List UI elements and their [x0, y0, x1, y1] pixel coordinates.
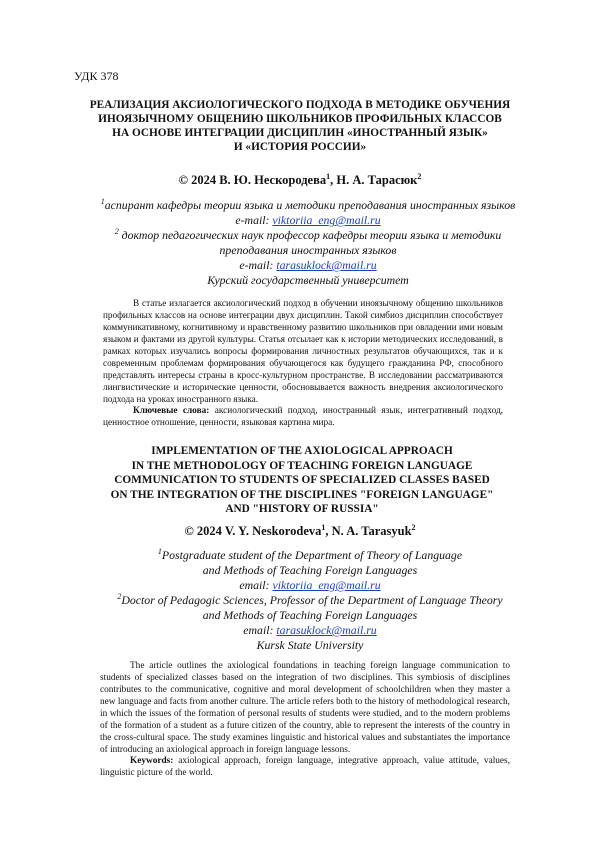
russian-keywords: [103, 405, 503, 429]
english-authors: [0, 524, 600, 539]
english-abstract: The article outlines the axiological foundations in teaching foreign language communication to students of specialized classes based on the integration of two disciplines. This symbiosis of disciplines contributes to the communicative, cognitive and moral development of schoolchildren when they master a new language and facts from another culture. The article refers both to the history of methodological research, in which the issues of the formation of personal results of students were studied, and to the modern problems of the formation of a student as a future citizen of the country, able to represent the interests of the country in the cross-cultural space. The study examines linguistic and historical values and substantiates the importance of introducing an axiological approach in foreign language lessons.: [100, 661, 510, 755]
title-line: НА ОСНОВЕ ИНТЕГРАЦИИ ДИСЦИПЛИН «ИНОСТРАННЫЙ ЯЗЫК»: [112, 127, 488, 139]
title-line: IN THE METHODOLOGY OF TEACHING FOREIGN LANGUAGE: [131, 459, 473, 472]
english-affiliations: [95, 548, 525, 653]
affiliation-2-cont: преподавания иностранных языков: [219, 243, 397, 257]
affiliation-1-cont: and Methods of Teaching Foreign Languages: [202, 563, 418, 577]
udk-code: УДК 378: [74, 69, 119, 83]
author-2-sup: 2: [411, 522, 416, 532]
author-1: © 2024 В. Ю. Нескородева: [178, 173, 327, 187]
aff1-sup: 1: [157, 547, 162, 557]
title-line: И «ИСТОРИЯ РОССИИ»: [233, 141, 367, 153]
english-title: [92, 444, 512, 517]
university: Курский государственный университет: [207, 273, 409, 287]
author-2: , Н. А. Тарасюк: [330, 173, 418, 187]
aff2-text-1: доктор педагогических наук профессор кафедры теории языка и методики: [118, 228, 502, 242]
russian-title: [62, 98, 538, 154]
affiliation-2: [88, 228, 528, 243]
aff1-text: аспирант кафедры теории языка и методики преподавания иностранных языков: [104, 198, 516, 212]
aff1-sup: 1: [100, 197, 105, 207]
email-1-link[interactable]: viktoriia_eng@mail.ru: [272, 213, 381, 227]
email-label: email:: [243, 623, 274, 637]
author-2-sup: 2: [417, 171, 422, 181]
author-1: © 2024 V. Y. Neskorodeva: [184, 524, 322, 538]
keywords-text: аксиологический подход, иностранный язык, интегративный подход, ценностное отношение, ценности, языковая картина мира.: [103, 406, 503, 428]
affiliation-2: [95, 593, 525, 608]
email-1-link[interactable]: viktoriia_eng@mail.ru: [272, 578, 381, 592]
email-1-line: [88, 213, 528, 228]
aff1-text: Postgraduate student of the Department of Theory of Language: [161, 548, 463, 562]
email-label: e-mail:: [235, 213, 270, 227]
title-line: ON THE INTEGRATION OF THE DISCIPLINES "FOREIGN LANGUAGE": [110, 488, 494, 501]
title-line: IMPLEMENTATION OF THE AXIOLOGICAL APPROACH: [151, 445, 453, 457]
aff2-text: Doctor of Pedagogic Sciences, Professor of the Department of Language Theory: [121, 593, 503, 607]
title-line: РЕАЛИЗАЦИЯ АКСИОЛОГИЧЕСКОГО ПОДХОДА В МЕТОДИКЕ ОБУЧЕНИЯ: [89, 99, 511, 111]
university: Kursk State University: [256, 638, 364, 652]
title-line: COMMUNICATION TO STUDENTS OF SPECIALIZED CLASSES BASED: [114, 474, 490, 486]
aff2-sup: 2: [114, 227, 119, 237]
email-2-line: [88, 258, 528, 273]
email-label: e-mail:: [239, 258, 274, 272]
aff2-sup: 2: [117, 592, 122, 602]
russian-authors: [0, 173, 600, 188]
author-2: , N. A. Tarasyuk: [325, 524, 412, 538]
russian-abstract: В статье излагается аксиологический подход в обучении иноязычному общению школьников профильных классов на основе интеграции двух дисциплин. Такой симбиоз дисциплин способствует коммуникативному, когнитивному и нравственному развитию школьников при овладении ими новым языком и фактами из другой культуры. Статья отсылает как к истории методических исследований, в рамках которых изучались вопросы формирования личностных результатов обучающихся, так и к современным проблемам формирования обучающегося как будущего гражданина РФ, способного представлять интересы страны в кросс-культурном пространстве. В исследовании рассматриваются лингвистические и исторические ценности, обосновывается важность внедрения аксиологического подхода на уроках иностранного языка.: [103, 298, 503, 404]
author-1-sup: 1: [321, 522, 326, 532]
author-1-sup: 1: [326, 171, 331, 181]
email-2-link[interactable]: tarasuklock@mail.ru: [276, 258, 377, 272]
affiliation-1: [95, 548, 525, 563]
keywords-label: Keywords:: [130, 756, 174, 766]
affiliation-1: [88, 198, 528, 213]
email-label: email:: [239, 578, 270, 592]
email-1-line: [95, 578, 525, 593]
keywords-text: axiological approach, foreign language, integrative approach, value attitude, values, linguistic picture of the world.: [100, 756, 510, 778]
russian-affiliations: [88, 198, 528, 288]
english-keywords: [100, 755, 510, 779]
title-line: AND "HISTORY OF RUSSIA": [225, 503, 379, 515]
email-2-line: [95, 623, 525, 638]
affiliation-2-cont: and Methods of Teaching Foreign Languages: [202, 608, 418, 622]
title-line: ИНОЯЗЫЧНОМУ ОБЩЕНИЮ ШКОЛЬНИКОВ ПРОФИЛЬНЫХ КЛАССОВ: [98, 113, 502, 125]
keywords-label: Ключевые слова:: [133, 406, 210, 416]
email-2-link[interactable]: tarasuklock@mail.ru: [276, 623, 377, 637]
